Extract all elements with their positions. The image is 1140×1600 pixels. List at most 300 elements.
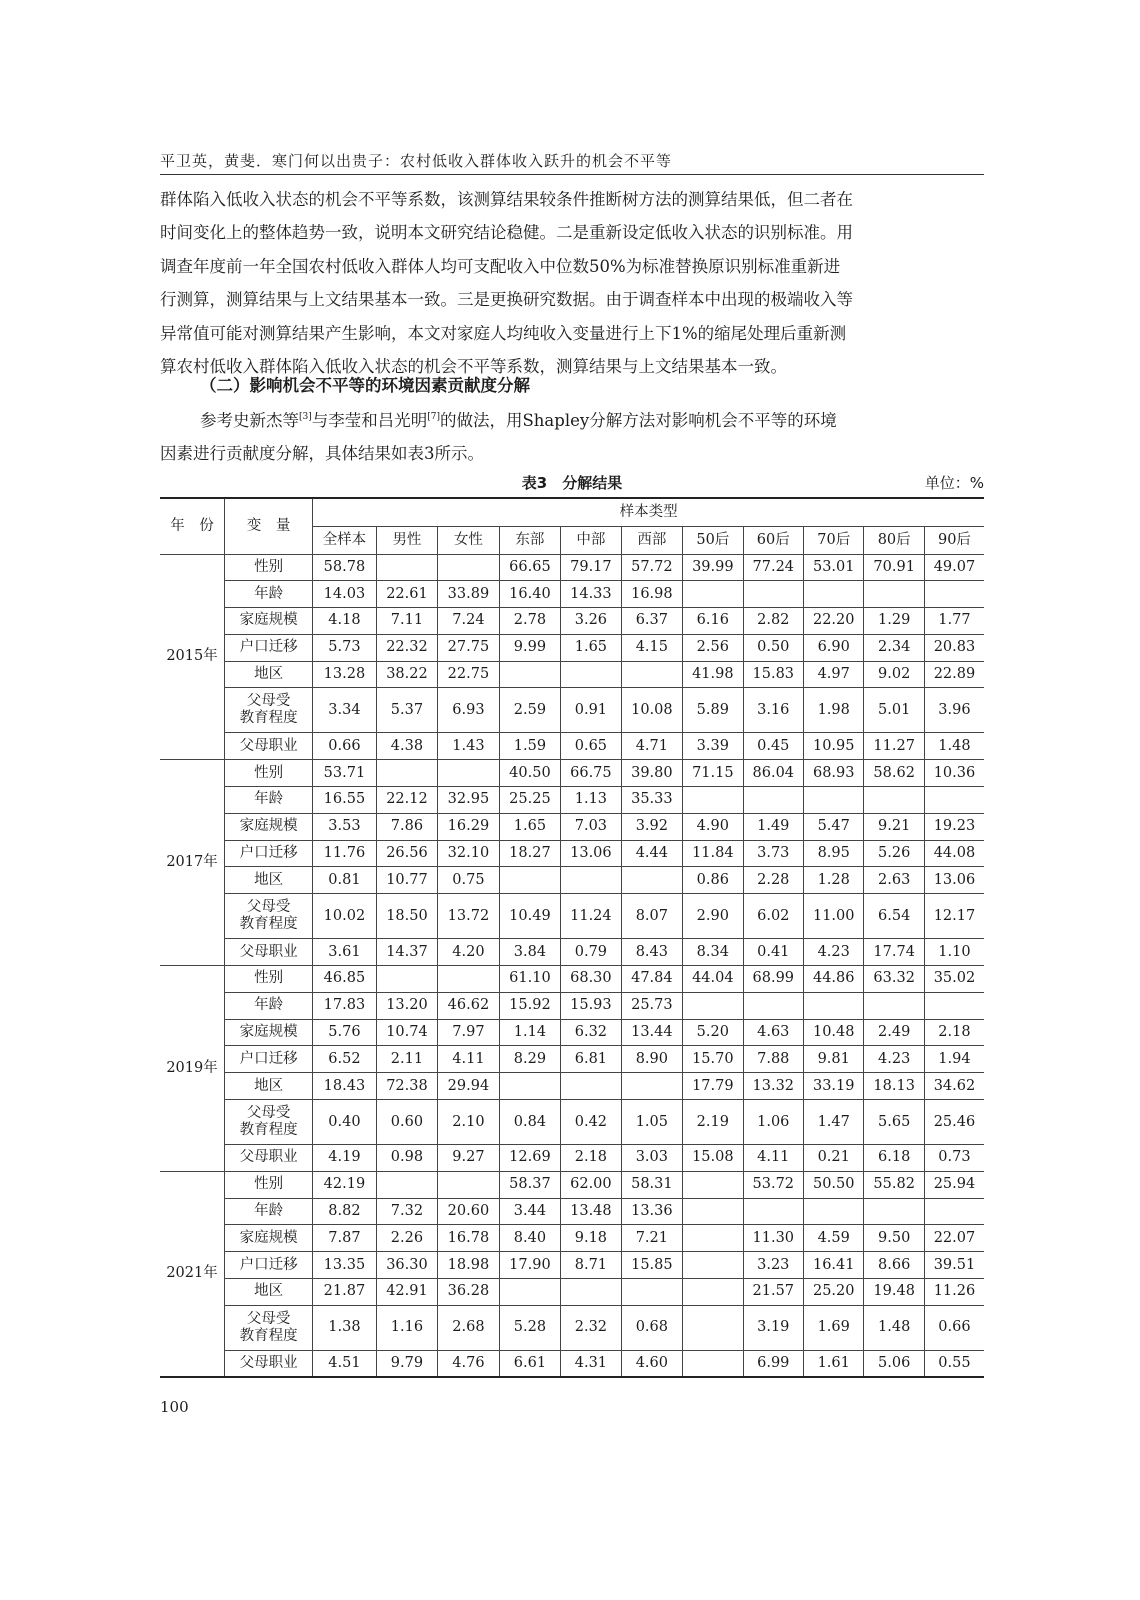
value-cell: 13.36	[621, 1198, 682, 1225]
variable-cell: 父母职业	[225, 939, 313, 966]
value-cell: 8.40	[499, 1225, 560, 1252]
variable-cell	[225, 688, 313, 733]
value-cell: 6.02	[743, 894, 803, 939]
value-cell: 71.15	[683, 760, 743, 787]
value-cell	[743, 992, 803, 1019]
value-cell: 13.28	[313, 661, 377, 688]
value-cell: 1.59	[499, 733, 560, 760]
value-cell: 5.06	[864, 1350, 924, 1377]
table-row	[160, 840, 984, 867]
value-cell: 0.79	[561, 939, 621, 966]
value-cell: 5.65	[864, 1100, 924, 1145]
value-cell	[683, 1350, 743, 1377]
table-row	[160, 581, 984, 608]
value-cell: 8.29	[499, 1046, 560, 1073]
value-cell: 14.37	[376, 939, 437, 966]
value-cell: 11.24	[561, 894, 621, 939]
value-cell: 25.73	[621, 992, 682, 1019]
value-cell: 2.82	[743, 608, 803, 635]
column-header: 男性	[376, 526, 437, 554]
value-cell: 22.89	[924, 661, 984, 688]
value-cell: 15.70	[683, 1046, 743, 1073]
value-cell: 13.35	[313, 1252, 377, 1279]
value-cell	[804, 581, 864, 608]
table-row	[160, 1046, 984, 1073]
value-cell	[438, 966, 499, 993]
value-cell: 39.99	[683, 554, 743, 581]
value-cell: 1.61	[804, 1350, 864, 1377]
table-row	[160, 1100, 984, 1145]
table-row	[160, 733, 984, 760]
column-header: 东部	[499, 526, 560, 554]
variable-label-line: 教育程度	[239, 916, 298, 933]
value-cell: 9.18	[561, 1225, 621, 1252]
variable-cell	[225, 1100, 313, 1145]
value-cell: 2.11	[376, 1046, 437, 1073]
table-row	[160, 634, 984, 661]
value-cell: 6.99	[743, 1350, 803, 1377]
table-row	[160, 1350, 984, 1377]
value-cell: 18.98	[438, 1252, 499, 1279]
table-row	[160, 1279, 984, 1306]
value-cell: 7.03	[561, 813, 621, 840]
text-run: 参考史新杰等	[200, 411, 299, 430]
table-row	[160, 1252, 984, 1279]
value-cell: 16.29	[438, 813, 499, 840]
value-cell: 29.94	[438, 1073, 499, 1100]
value-cell	[561, 1279, 621, 1306]
value-cell: 0.91	[561, 688, 621, 733]
column-header: 80后	[864, 526, 924, 554]
value-cell: 1.06	[743, 1100, 803, 1145]
value-cell: 8.66	[864, 1252, 924, 1279]
value-cell: 36.30	[376, 1252, 437, 1279]
value-cell: 4.23	[804, 939, 864, 966]
value-cell: 8.07	[621, 894, 682, 939]
value-cell: 50.50	[804, 1171, 864, 1198]
value-cell: 13.06	[561, 840, 621, 867]
variable-cell: 地区	[225, 1073, 313, 1100]
value-cell	[864, 1198, 924, 1225]
value-cell: 49.07	[924, 554, 984, 581]
value-cell: 7.24	[438, 608, 499, 635]
value-cell: 1.16	[376, 1305, 437, 1350]
value-cell: 4.11	[743, 1145, 803, 1172]
value-cell: 36.28	[438, 1279, 499, 1306]
variable-label-line: 教育程度	[239, 1327, 298, 1344]
value-cell: 0.81	[313, 867, 377, 894]
value-cell: 44.08	[924, 840, 984, 867]
value-cell: 7.32	[376, 1198, 437, 1225]
text-line: 调查年度前一年全国农村低收入群体人均可支配收入中位数50%为标准替换原识别标准重新进	[160, 256, 841, 276]
value-cell: 40.50	[499, 760, 560, 787]
value-cell: 9.21	[864, 813, 924, 840]
value-cell: 10.77	[376, 867, 437, 894]
value-cell: 1.48	[924, 733, 984, 760]
table-row	[160, 867, 984, 894]
value-cell: 17.74	[864, 939, 924, 966]
value-cell: 16.55	[313, 787, 377, 814]
value-cell: 25.46	[924, 1100, 984, 1145]
value-cell: 3.23	[743, 1252, 803, 1279]
value-cell: 18.43	[313, 1073, 377, 1100]
value-cell: 27.75	[438, 634, 499, 661]
value-cell: 3.92	[621, 813, 682, 840]
value-cell	[683, 1279, 743, 1306]
value-cell: 8.71	[561, 1252, 621, 1279]
value-cell: 9.81	[804, 1046, 864, 1073]
value-cell: 9.50	[864, 1225, 924, 1252]
value-cell: 58.78	[313, 554, 377, 581]
value-cell: 2.34	[864, 634, 924, 661]
value-cell: 3.73	[743, 840, 803, 867]
value-cell: 4.97	[804, 661, 864, 688]
table-row	[160, 813, 984, 840]
value-cell: 11.84	[683, 840, 743, 867]
value-cell: 2.63	[864, 867, 924, 894]
value-cell: 1.48	[864, 1305, 924, 1350]
value-cell: 22.07	[924, 1225, 984, 1252]
value-cell: 13.06	[924, 867, 984, 894]
value-cell: 1.69	[804, 1305, 864, 1350]
value-cell: 68.93	[804, 760, 864, 787]
value-cell: 20.83	[924, 634, 984, 661]
decomposition-table	[160, 497, 984, 1378]
value-cell: 0.66	[924, 1305, 984, 1350]
value-cell: 2.90	[683, 894, 743, 939]
column-header: 全样本	[313, 526, 377, 554]
value-cell: 3.34	[313, 688, 377, 733]
value-cell	[621, 661, 682, 688]
value-cell: 11.00	[804, 894, 864, 939]
value-cell	[743, 581, 803, 608]
value-cell: 21.87	[313, 1279, 377, 1306]
value-cell: 6.32	[561, 1019, 621, 1046]
value-cell: 5.37	[376, 688, 437, 733]
value-cell: 6.37	[621, 608, 682, 635]
value-cell	[376, 966, 437, 993]
value-cell: 2.49	[864, 1019, 924, 1046]
value-cell	[438, 760, 499, 787]
value-cell: 77.24	[743, 554, 803, 581]
column-header: 中部	[561, 526, 621, 554]
value-cell: 57.72	[621, 554, 682, 581]
table-head	[160, 498, 984, 554]
value-cell: 46.62	[438, 992, 499, 1019]
value-cell: 2.26	[376, 1225, 437, 1252]
value-cell: 4.71	[621, 733, 682, 760]
value-cell: 61.10	[499, 966, 560, 993]
table-row	[160, 1073, 984, 1100]
column-header: 60后	[743, 526, 803, 554]
value-cell: 7.88	[743, 1046, 803, 1073]
value-cell: 22.61	[376, 581, 437, 608]
value-cell: 17.83	[313, 992, 377, 1019]
variable-cell: 父母职业	[225, 733, 313, 760]
value-cell: 1.29	[864, 608, 924, 635]
value-cell: 3.61	[313, 939, 377, 966]
value-cell	[499, 1073, 560, 1100]
value-cell: 1.05	[621, 1100, 682, 1145]
value-cell: 1.14	[499, 1019, 560, 1046]
value-cell: 58.62	[864, 760, 924, 787]
value-cell	[499, 661, 560, 688]
value-cell: 68.30	[561, 966, 621, 993]
value-cell: 4.44	[621, 840, 682, 867]
value-cell: 1.98	[804, 688, 864, 733]
value-cell: 86.04	[743, 760, 803, 787]
value-cell: 8.43	[621, 939, 682, 966]
value-cell: 3.16	[743, 688, 803, 733]
value-cell: 16.40	[499, 581, 560, 608]
table-title: 表3 分解结果	[521, 474, 623, 492]
value-cell: 0.98	[376, 1145, 437, 1172]
variable-cell: 地区	[225, 1279, 313, 1306]
value-cell: 4.60	[621, 1350, 682, 1377]
value-cell: 4.76	[438, 1350, 499, 1377]
value-cell: 15.85	[621, 1252, 682, 1279]
value-cell: 13.44	[621, 1019, 682, 1046]
value-cell: 41.98	[683, 661, 743, 688]
value-cell: 1.28	[804, 867, 864, 894]
value-cell: 3.03	[621, 1145, 682, 1172]
table-row	[160, 992, 984, 1019]
value-cell: 4.23	[864, 1046, 924, 1073]
value-cell: 47.84	[621, 966, 682, 993]
variable-cell: 户口迁移	[225, 840, 313, 867]
value-cell: 0.65	[561, 733, 621, 760]
text-line: 算农村低收入群体陷入低收入状态的机会不平等系数，测算结果与上文结果基本一致。	[160, 357, 787, 377]
value-cell: 70.91	[864, 554, 924, 581]
value-cell: 19.23	[924, 813, 984, 840]
value-cell	[683, 1252, 743, 1279]
value-cell: 6.16	[683, 608, 743, 635]
value-cell: 2.78	[499, 608, 560, 635]
value-cell: 21.57	[743, 1279, 803, 1306]
text-line: 时间变化上的整体趋势一致，说明本文研究结论稳健。二是重新设定低收入状态的识别标准。用	[160, 223, 853, 243]
value-cell: 8.82	[313, 1198, 377, 1225]
value-cell: 0.86	[683, 867, 743, 894]
variable-cell: 家庭规模	[225, 608, 313, 635]
text-line: 行测算，测算结果与上文结果基本一致。三是更换研究数据。由于调查样本中出现的极端收入等	[160, 290, 853, 310]
value-cell	[864, 992, 924, 1019]
table-row	[160, 1225, 984, 1252]
value-cell: 2.28	[743, 867, 803, 894]
value-cell: 1.65	[561, 634, 621, 661]
value-cell: 25.20	[804, 1279, 864, 1306]
table-row	[160, 760, 984, 787]
value-cell: 16.41	[804, 1252, 864, 1279]
value-cell: 4.19	[313, 1145, 377, 1172]
citation-ref: [7]	[427, 412, 440, 422]
value-cell	[376, 760, 437, 787]
text-run: 的做法，用Shapley分解方法对影响机会不平等的环境	[440, 411, 837, 430]
table-row	[160, 894, 984, 939]
value-cell: 12.69	[499, 1145, 560, 1172]
table-row	[160, 1198, 984, 1225]
value-cell: 10.49	[499, 894, 560, 939]
value-cell: 9.79	[376, 1350, 437, 1377]
value-cell	[376, 1171, 437, 1198]
value-cell: 2.18	[561, 1145, 621, 1172]
value-cell: 4.31	[561, 1350, 621, 1377]
value-cell: 5.26	[864, 840, 924, 867]
variable-cell: 户口迁移	[225, 1252, 313, 1279]
value-cell: 4.18	[313, 608, 377, 635]
column-header: 西部	[621, 526, 682, 554]
variable-cell: 家庭规模	[225, 1225, 313, 1252]
value-cell: 2.10	[438, 1100, 499, 1145]
variable-cell: 家庭规模	[225, 813, 313, 840]
variable-cell: 年龄	[225, 1198, 313, 1225]
value-cell: 9.27	[438, 1145, 499, 1172]
value-cell: 8.34	[683, 939, 743, 966]
year-cell: 2017年	[160, 760, 225, 966]
table-row	[160, 661, 984, 688]
value-cell: 0.41	[743, 939, 803, 966]
value-cell: 25.94	[924, 1171, 984, 1198]
column-header: 70后	[804, 526, 864, 554]
value-cell: 42.91	[376, 1279, 437, 1306]
value-cell	[804, 787, 864, 814]
value-cell: 20.60	[438, 1198, 499, 1225]
value-cell: 1.77	[924, 608, 984, 635]
value-cell: 3.96	[924, 688, 984, 733]
value-cell: 14.33	[561, 581, 621, 608]
value-cell: 8.90	[621, 1046, 682, 1073]
variable-cell: 年龄	[225, 787, 313, 814]
value-cell: 72.38	[376, 1073, 437, 1100]
value-cell: 62.00	[561, 1171, 621, 1198]
variable-cell	[225, 894, 313, 939]
table-row	[160, 939, 984, 966]
table-row	[160, 1305, 984, 1350]
table-row	[160, 1019, 984, 1046]
value-cell: 33.89	[438, 581, 499, 608]
value-cell: 15.08	[683, 1145, 743, 1172]
value-cell	[683, 1171, 743, 1198]
value-cell: 8.95	[804, 840, 864, 867]
value-cell: 44.04	[683, 966, 743, 993]
value-cell	[376, 554, 437, 581]
variable-cell: 年龄	[225, 581, 313, 608]
value-cell: 1.47	[804, 1100, 864, 1145]
value-cell	[621, 1073, 682, 1100]
value-cell: 5.73	[313, 634, 377, 661]
value-cell: 53.71	[313, 760, 377, 787]
value-cell: 6.61	[499, 1350, 560, 1377]
table-row	[160, 554, 984, 581]
value-cell: 34.62	[924, 1073, 984, 1100]
table-row	[160, 1171, 984, 1198]
value-cell: 42.19	[313, 1171, 377, 1198]
value-cell: 5.01	[864, 688, 924, 733]
value-cell: 9.02	[864, 661, 924, 688]
value-cell: 32.95	[438, 787, 499, 814]
value-cell	[499, 1279, 560, 1306]
table-row	[160, 608, 984, 635]
value-cell	[561, 867, 621, 894]
value-cell: 6.54	[864, 894, 924, 939]
table-row	[160, 966, 984, 993]
text-run: 与李莹和吕光明	[311, 411, 428, 430]
value-cell: 2.68	[438, 1305, 499, 1350]
value-cell: 0.66	[313, 733, 377, 760]
year-cell: 2015年	[160, 554, 225, 760]
value-cell: 1.94	[924, 1046, 984, 1073]
value-cell	[924, 992, 984, 1019]
value-cell: 0.50	[743, 634, 803, 661]
value-cell	[499, 867, 560, 894]
variable-label-line: 教育程度	[239, 1122, 298, 1139]
value-cell	[743, 1198, 803, 1225]
value-cell: 68.99	[743, 966, 803, 993]
value-cell: 7.86	[376, 813, 437, 840]
header-year: 年 份	[160, 498, 225, 554]
value-cell: 7.21	[621, 1225, 682, 1252]
value-cell: 15.83	[743, 661, 803, 688]
value-cell: 11.27	[864, 733, 924, 760]
value-cell: 10.74	[376, 1019, 437, 1046]
paragraph-shapley	[160, 401, 984, 471]
value-cell: 2.18	[924, 1019, 984, 1046]
value-cell: 0.75	[438, 867, 499, 894]
variable-cell: 户口迁移	[225, 1046, 313, 1073]
value-cell: 32.10	[438, 840, 499, 867]
value-cell: 3.84	[499, 939, 560, 966]
value-cell: 1.43	[438, 733, 499, 760]
value-cell: 18.50	[376, 894, 437, 939]
value-cell: 7.97	[438, 1019, 499, 1046]
value-cell: 17.79	[683, 1073, 743, 1100]
value-cell: 2.56	[683, 634, 743, 661]
value-cell: 6.52	[313, 1046, 377, 1073]
value-cell: 55.82	[864, 1171, 924, 1198]
value-cell: 16.78	[438, 1225, 499, 1252]
value-cell: 3.26	[561, 608, 621, 635]
text-line: 异常值可能对测算结果产生影响，本文对家庭人均纯收入变量进行上下1%的缩尾处理后重新测	[160, 323, 847, 343]
value-cell	[561, 1073, 621, 1100]
value-cell: 22.20	[804, 608, 864, 635]
value-cell: 19.48	[864, 1279, 924, 1306]
value-cell: 6.18	[864, 1145, 924, 1172]
value-cell: 13.32	[743, 1073, 803, 1100]
variable-label-line: 父母受	[246, 1105, 291, 1122]
value-cell: 15.93	[561, 992, 621, 1019]
table-body	[160, 554, 984, 1377]
header-sample-type: 样本类型	[313, 498, 984, 526]
value-cell: 13.48	[561, 1198, 621, 1225]
value-cell	[683, 581, 743, 608]
value-cell: 39.80	[621, 760, 682, 787]
value-cell: 53.72	[743, 1171, 803, 1198]
running-header: 平卫英，黄斐．寒门何以出贵子：农村低收入群体收入跃升的机会不平等	[160, 152, 673, 170]
value-cell: 4.63	[743, 1019, 803, 1046]
value-cell: 10.08	[621, 688, 682, 733]
value-cell: 10.95	[804, 733, 864, 760]
value-cell: 6.93	[438, 688, 499, 733]
value-cell: 22.75	[438, 661, 499, 688]
value-cell: 1.10	[924, 939, 984, 966]
value-cell: 1.38	[313, 1305, 377, 1350]
column-header: 90后	[924, 526, 984, 554]
value-cell: 13.20	[376, 992, 437, 1019]
value-cell: 5.20	[683, 1019, 743, 1046]
year-cell: 2021年	[160, 1171, 225, 1377]
variable-cell: 年龄	[225, 992, 313, 1019]
value-cell: 3.44	[499, 1198, 560, 1225]
value-cell: 5.89	[683, 688, 743, 733]
